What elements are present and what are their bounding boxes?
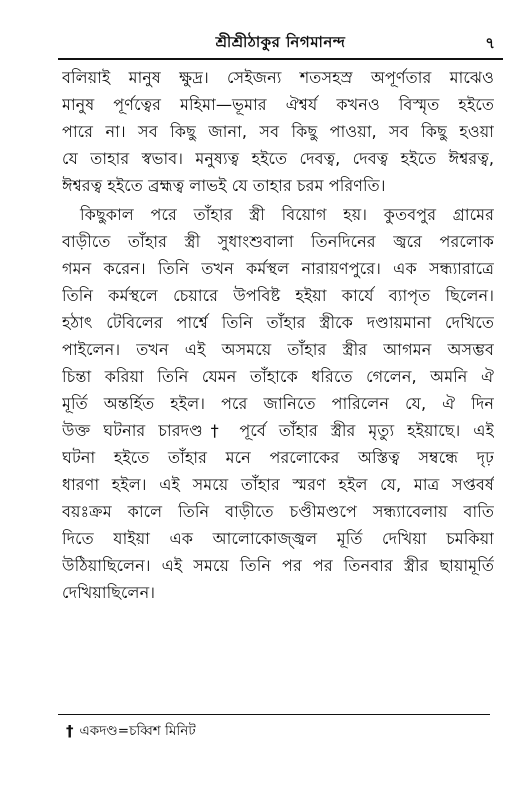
text-line: উক্ত ঘটনার চারদণ্ড† পূর্বে তাঁহার স্ত্রীর মৃত্যু হইয়াছে। এই (62, 421, 494, 440)
header-rule (58, 58, 503, 60)
text-line: দেখিয়াছিলেন। (62, 583, 156, 602)
footnote-rule (58, 714, 490, 715)
footnote (66, 720, 196, 743)
text-line: উঠিয়াছিলেন। এই সময়ে তিনি পর পর তিনবার স্ত্রীর ছায়ামূর্তি (62, 556, 494, 575)
body-text (62, 64, 494, 606)
dagger-icon: † (66, 722, 74, 740)
text-line: বাড়ীতে তাঁহার স্ত্রী সুধাংশুবালা তিনদিনের জ্বরে পরলোক (62, 232, 494, 251)
text-line: ধারণা হইল। এই সময়ে তাঁহার স্মরণ হইল যে, মাত্র সপ্তবর্ষ (62, 475, 494, 494)
text-line: গমন করেন। তিনি তখন কর্মস্থল নারায়ণপুরে। এক সন্ধ্যারাত্রে (62, 259, 494, 278)
text-line: মূর্তি অন্তর্হিত হইল। পরে জানিতে পারিলেন যে, ঐ দিন (62, 394, 494, 413)
footnote-text: একদণ্ড=চব্বিশ মিনিট (79, 723, 196, 739)
running-title: শ্রীশ্রীঠাকুর নিগমানন্দ (215, 32, 346, 51)
text-line: চিন্তা করিয়া তিনি যেমন তাঁহাকে ধরিতে গেলেন, অমনি ঐ (62, 367, 494, 386)
text-line: যে তাহার স্বভাব। মনুষ্যত্ব হইতে দেবত্ব, দেবত্ব হইতে ঈশ্বরত্ব, (62, 149, 494, 168)
text-line: পারে না। সব কিছু জানা, সব কিছু পাওয়া, সব কিছু হওয়া (62, 122, 494, 141)
text-line: হঠাৎ টেবিলের পার্শ্বে তিনি তাঁহার স্ত্রীকে দণ্ডায়মানা দেখিতে (62, 313, 494, 332)
running-head (58, 30, 503, 56)
text-line: কিছুকাল পরে তাঁহার স্ত্রী বিয়োগ হয়। কুতবপুর গ্রামের (80, 205, 494, 224)
text-line: বয়ঃক্রম কালে তিনি বাড়ীতে চণ্ডীমণ্ডপে সন্ধ্যাবেলায় বাতি (62, 502, 494, 521)
page-number: ৭ (485, 34, 495, 52)
text-line: মানুষ পূর্ণত্বের মহিমা—ভূমার ঐশ্বর্য কখনও বিস্মৃত হইতে (62, 95, 494, 114)
text-line: ঈশ্বরত্ব হইতে ব্রহ্মত্ব লাভই যে তাহার চরম পরিণতি। (62, 176, 386, 195)
text-line: বলিয়াই মানুষ ক্ষুদ্র। সেইজন্য শতসহস্র অপূর্ণতার মাঝেও (62, 68, 494, 87)
text-line: দিতে যাইয়া এক আলোকোজ্জ্বল মূর্তি দেখিয়া চমকিয়া (62, 529, 494, 548)
text-line: পাইলেন। তখন এই অসময়ে তাঁহার স্ত্রীর আগমন অসম্ভব (62, 340, 494, 359)
text-line: তিনি কর্মস্থলে চেয়ারে উপবিষ্ট হইয়া কার্যে ব্যাপৃত ছিলেন। (62, 286, 494, 305)
text-line: ঘটনা হইতে তাঁহার মনে পরলোকের অস্তিত্ব সম্বন্ধে দৃঢ় (62, 448, 494, 467)
